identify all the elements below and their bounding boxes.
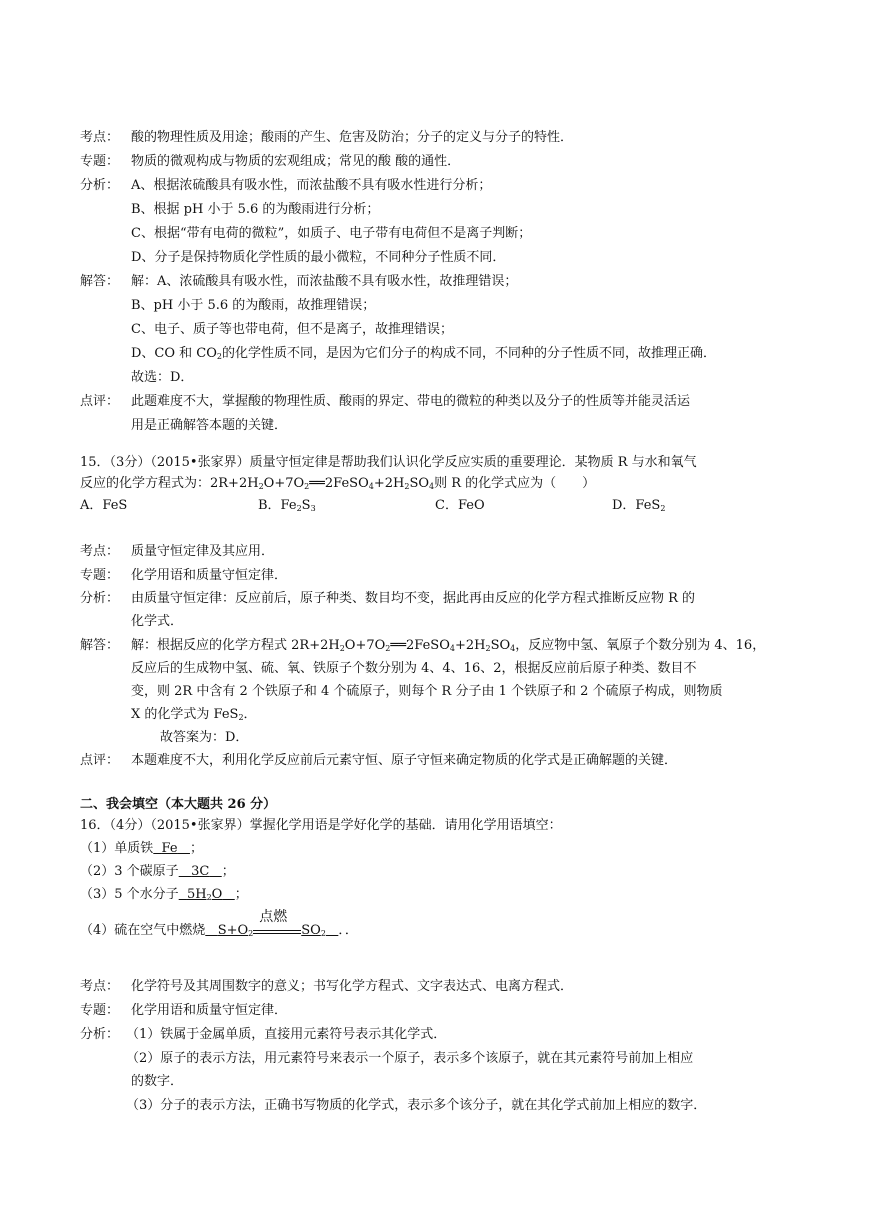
zhuanti-text: 物质的微观构成与物质的宏观组成；常见的酸 酸的通性． <box>131 154 461 169</box>
kaodian-text: 质量守恒定律及其应用． <box>131 544 275 559</box>
answer-blank: Fe <box>161 841 178 856</box>
q16-item-1: （1）单质铁 Fe ； <box>80 841 203 856</box>
jieda-line: B、pH 小于 5.6 的为酸雨，故推理错误； <box>131 298 376 313</box>
kaodian-label: 考点： <box>80 544 120 559</box>
jieda-line-last: X 的化学式为 FeS$_2$． <box>131 707 257 722</box>
dianping-line: 此题难度不大，掌握酸的物理性质、酸雨的界定、带电的微粒的种类以及分子的性质等并能灵活运 <box>131 394 691 409</box>
dianping-text: 本题难度不大，利用化学反应前后元素守恒、原子守恒来确定物质的化学式是正确解题的关键． <box>131 753 678 768</box>
q16-stem: 16．（4分）（2015•张家界）掌握化学用语是学好化学的基础．请用化学用语填空： <box>80 818 562 833</box>
jieda-label: 解答： <box>80 274 120 289</box>
q15-stem-line1: 15．（3分）（2015•张家界）质量守恒定律是帮助我们认识化学反应实质的重要理论．某物质 R 与水和氧气 <box>80 455 697 470</box>
jieda-line: C、电子、质子等也带电荷，但不是离子，故推理错误； <box>131 322 453 337</box>
fenxi-line: D、分子是保持物质化学性质的最小微粒，不同种分子性质不同． <box>131 250 506 265</box>
reaction-condition: 点燃 <box>253 922 301 940</box>
jieda-end: 故选：D． <box>131 370 194 385</box>
answer-blank: $5H_2O$ <box>186 887 223 902</box>
fenxi-line: 化学式． <box>131 614 184 629</box>
jieda-line: 解：A、浓硫酸具有吸水性，而浓盐酸不具有吸水性，故推理错误； <box>131 274 518 289</box>
q15-stem-line2: 反应的化学方程式为：$2R+2H_2O+7O_2══2FeSO_4+2H_2SO_4$则 R 的化学式应为（ ） <box>80 476 596 491</box>
dianping-line: 用是正确解答本题的关键． <box>131 418 288 433</box>
option-d: D．FeS$_2$ <box>612 498 666 513</box>
fenxi-line: 由质量守恒定律：反应前后，原子种类、数目均不变，据此再由反应的化学方程式推断反应物 R 的 <box>131 591 696 606</box>
jieda-line-1: 解：根据反应的化学方程式 $2R+2H_2O+7O_2══2FeSO_4+2H_2SO_4$，反应物中氢、氧原子个数分别为 4、16， <box>131 638 766 653</box>
fenxi-line: （1）铁属于金属单质，直接用元素符号表示其化学式． <box>126 1027 447 1042</box>
option-a: A．FeS <box>80 498 128 513</box>
kaodian-text: 酸的物理性质及用途；酸雨的产生、危害及防治；分子的定义与分子的特性． <box>131 130 574 145</box>
fenxi-line: （2）原子的表示方法，用元素符号来表示一个原子，表示多个该原子，就在其元素符号前加上相应 <box>126 1051 694 1066</box>
q16-item-4: （4）硫在空气中燃烧 $S+O_2$ 点燃 $SO_2$ ．． <box>80 909 358 938</box>
jieda-line: 变，则 2R 中含有 2 个铁原子和 4 个硫原子，则每个 R 分子由 1 个铁原子和 2 个硫原子构成，则物质 <box>131 684 723 699</box>
option-c: C．FeO <box>435 498 485 513</box>
answer-blank: $S+O_2$ <box>217 923 254 938</box>
dianping-label: 点评： <box>80 753 120 768</box>
fenxi-line: C、根据“带有电荷的微粒”，如质子、电子带有电荷但不是离子判断； <box>131 226 532 241</box>
zhuanti-label: 专题： <box>80 568 120 583</box>
jieda-line: 反应后的生成物中氢、硫、氧、铁原子个数分别为 4、4、16、2，根据反应前后原子种类、数目不 <box>131 661 697 676</box>
fenxi-line: 的数字． <box>131 1074 184 1089</box>
fenxi-label: 分析： <box>80 178 120 193</box>
fenxi-line: （3）分子的表示方法，正确书写物质的化学式，表示多个该分子，就在其化学式前加上相应的数字． <box>126 1098 707 1113</box>
q16-item-3: （3）5 个水分子 $5H_2O$ ； <box>80 887 248 902</box>
fenxi-line: A、根据浓硫酸具有吸水性，而浓盐酸不具有吸水性进行分析； <box>131 178 492 193</box>
kaodian-text: 化学符号及其周围数字的意义；书写化学方程式、文字表达式、电离方程式． <box>131 979 574 994</box>
zhuanti-text: 化学用语和质量守恒定律． <box>131 568 288 583</box>
kaodian-label: 考点： <box>80 130 120 145</box>
fenxi-line: B、根据 pH 小于 5.6 的为酸雨进行分析； <box>131 202 380 217</box>
fenxi-label: 分析： <box>80 591 120 606</box>
jieda-line-d: D、CO 和 $CO_2$的化学性质不同，是因为它们分子的构成不同，不同种的分子性质不同，故推理正确． <box>131 346 717 361</box>
dianping-label: 点评： <box>80 394 120 409</box>
zhuanti-text: 化学用语和质量守恒定律． <box>131 1003 288 1018</box>
option-b: B．$Fe_2S_3$ <box>258 498 316 513</box>
kaodian-label: 考点： <box>80 979 120 994</box>
zhuanti-label: 专题： <box>80 154 120 169</box>
answer-blank: 3C <box>191 864 210 879</box>
q16-item-2: （2）3 个碳原子 3C ； <box>80 864 235 879</box>
jieda-end: 故答案为：D． <box>160 730 249 745</box>
section-heading: 二、我会填空（本大题共 26 分） <box>80 797 277 812</box>
jieda-label: 解答： <box>80 638 120 653</box>
zhuanti-label: 专题： <box>80 1003 120 1018</box>
fenxi-label: 分析： <box>80 1027 120 1042</box>
